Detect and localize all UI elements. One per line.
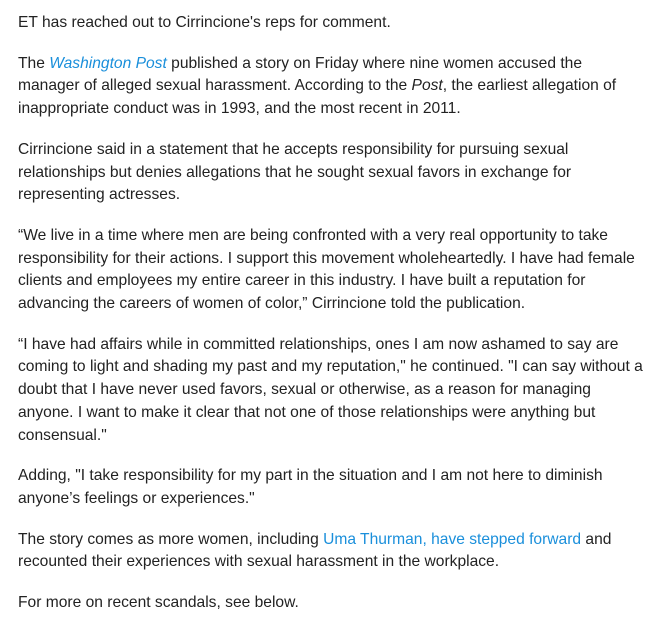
paragraph-text: For more on recent scandals, see below. — [18, 594, 299, 612]
article-body — [18, 12, 646, 633]
paragraph-text: Adding, "I take responsibility for my part in the situation and I am not here to diminish anyone’s feelings or experiences." — [18, 467, 603, 507]
uma-thurman-link[interactable]: Uma Thurman, have stepped forward — [323, 530, 582, 548]
paragraph-text: “We live in a time where men are being confronted with a very real opportunity to take responsibility for their actions. I support this movement wholeheartedly. I have had female clients and employees my entire career in this industry. I have built a reputation for advancing the careers of women of color,” Cirrincione told the publication. — [18, 226, 635, 313]
paragraph-text-middle: published a story on Friday where nine women accused the manager of alleged sexual harassment. According to the — [18, 54, 583, 95]
paragraph-quote-movement — [18, 225, 646, 316]
paragraph-statement — [18, 139, 646, 207]
paragraph-uma-thurman — [18, 529, 646, 574]
paragraph-text: Cirrincione said in a statement that he accepts responsibility for pursuing sexual relationships but denies allegations that he sought sexual favors in exchange for representing actresses. — [18, 140, 572, 204]
paragraph-text: “I have had affairs while in committed relationships, ones I am now ashamed to say are coming to light and shading my past and my reputation," he continued. "I can say without a doubt that I have never used favors, sexual or otherwise, as a reason for managing anyone. I want to make it clear that not one of those relationships were anything but consensual." — [18, 335, 643, 444]
paragraph-washington-post — [18, 53, 646, 121]
paragraph-text-start: The story comes as more women, including — [18, 530, 324, 548]
paragraph-text-end: and recounted their experiences with sexual harassment in the workplace. — [18, 530, 612, 571]
paragraph-more-scandals — [18, 592, 646, 615]
paragraph-quote-responsibility — [18, 465, 646, 510]
washington-post-link[interactable]: Washington Post — [49, 54, 167, 72]
paragraph-text-end: , the earliest allegation of inappropriate conduct was in 1993, and the most recent in 2011. — [18, 77, 617, 118]
paragraph-text-start: The — [18, 54, 50, 72]
post-italic-text: Post — [411, 77, 443, 95]
paragraph-quote-affairs — [18, 334, 646, 448]
paragraph-reps-comment — [18, 12, 646, 35]
paragraph-text: ET has reached out to Cirrincione's reps for comment. — [18, 14, 391, 31]
